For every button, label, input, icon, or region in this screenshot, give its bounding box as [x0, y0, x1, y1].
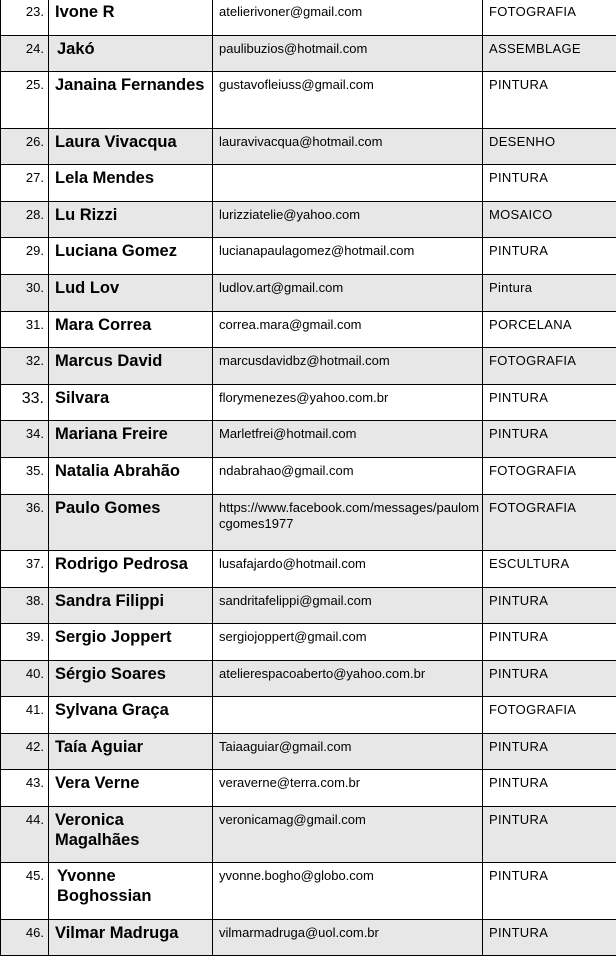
row-number: 39.	[1, 624, 49, 661]
table-row	[1, 919, 616, 956]
artist-email: correa.mara@gmail.com	[213, 311, 483, 348]
table-row	[1, 660, 616, 697]
artist-name: Lud Lov	[49, 274, 213, 311]
artist-email: lauravivacqua@hotmail.com	[213, 128, 483, 165]
table-row	[1, 697, 616, 734]
artist-email: lucianapaulagomez@hotmail.com	[213, 238, 483, 275]
artist-email: florymenezes@yahoo.com.br	[213, 384, 483, 421]
row-number: 40.	[1, 660, 49, 697]
artist-email: lusafajardo@hotmail.com	[213, 550, 483, 587]
artist-name: Rodrigo Pedrosa	[49, 550, 213, 587]
artist-name: Janaina Fernandes	[49, 72, 213, 128]
artist-name: Laura Vivacqua	[49, 128, 213, 165]
table-row	[1, 733, 616, 770]
artist-email	[213, 165, 483, 202]
artist-category: PINTURA	[483, 863, 616, 919]
artist-category: ASSEMBLAGE	[483, 35, 616, 72]
table-row	[1, 421, 616, 458]
artist-name: Luciana Gomez	[49, 238, 213, 275]
artist-category: FOTOGRAFIA	[483, 457, 616, 494]
table-row	[1, 550, 616, 587]
artist-email: ludlov.art@gmail.com	[213, 274, 483, 311]
artist-name: Vera Verne	[49, 770, 213, 807]
artist-email: sergiojoppert@gmail.com	[213, 624, 483, 661]
row-number: 42.	[1, 733, 49, 770]
row-number: 34.	[1, 421, 49, 458]
artist-name: Sandra Filippi	[49, 587, 213, 624]
row-number: 45.	[1, 863, 49, 919]
table-row	[1, 274, 616, 311]
artist-email: ndabrahao@gmail.com	[213, 457, 483, 494]
table-row	[1, 0, 616, 35]
row-number: 23.	[1, 0, 49, 35]
artist-category: PINTURA	[483, 733, 616, 770]
artist-email: Taiaaguiar@gmail.com	[213, 733, 483, 770]
artist-category: FOTOGRAFIA	[483, 494, 616, 550]
artist-category: DESENHO	[483, 128, 616, 165]
artist-category: FOTOGRAFIA	[483, 697, 616, 734]
artist-name: Veronica Magalhães	[49, 807, 213, 863]
table-row	[1, 72, 616, 128]
table-row	[1, 35, 616, 72]
artist-email: paulibuzios@hotmail.com	[213, 35, 483, 72]
artist-category: PINTURA	[483, 624, 616, 661]
artist-name: Mara Correa	[49, 311, 213, 348]
artist-category: MOSAICO	[483, 201, 616, 238]
artist-name: Yvonne Boghossian	[49, 863, 213, 919]
artist-name: Lela Mendes	[49, 165, 213, 202]
artist-email: lurizziatelie@yahoo.com	[213, 201, 483, 238]
artist-name: Taía Aguiar	[49, 733, 213, 770]
row-number: 31.	[1, 311, 49, 348]
artist-category: FOTOGRAFIA	[483, 348, 616, 385]
artist-email: sandritafelippi@gmail.com	[213, 587, 483, 624]
row-number: 29.	[1, 238, 49, 275]
table-row	[1, 128, 616, 165]
table-row	[1, 457, 616, 494]
row-number: 46.	[1, 919, 49, 956]
artist-email: gustavofleiuss@gmail.com	[213, 72, 483, 128]
table-row	[1, 311, 616, 348]
artist-email: https://www.facebook.com/messages/paulomcgomes1977	[213, 494, 483, 550]
artist-name: Marcus David	[49, 348, 213, 385]
row-number: 36.	[1, 494, 49, 550]
artist-category: Pintura	[483, 274, 616, 311]
artist-name: Paulo Gomes	[49, 494, 213, 550]
table-row	[1, 587, 616, 624]
row-number: 28.	[1, 201, 49, 238]
artist-category: PINTURA	[483, 587, 616, 624]
artist-table-body	[1, 0, 616, 956]
table-row	[1, 863, 616, 919]
artist-category: FOTOGRAFIA	[483, 0, 616, 35]
artist-category: PINTURA	[483, 72, 616, 128]
artist-category: PINTURA	[483, 384, 616, 421]
row-number: 35.	[1, 457, 49, 494]
artist-name: Mariana Freire	[49, 421, 213, 458]
artist-name: Silvara	[49, 384, 213, 421]
artist-name: Jakó	[49, 35, 213, 72]
artist-email: atelierivoner@gmail.com	[213, 0, 483, 35]
artist-category: PINTURA	[483, 807, 616, 863]
artist-name: Ivone R	[49, 0, 213, 35]
artist-name: Natalia Abrahão	[49, 457, 213, 494]
artist-name: Lu Rizzi	[49, 201, 213, 238]
row-number: 38.	[1, 587, 49, 624]
table-row	[1, 348, 616, 385]
artist-email: yvonne.bogho@globo.com	[213, 863, 483, 919]
row-number: 26.	[1, 128, 49, 165]
table-row	[1, 807, 616, 863]
row-number: 41.	[1, 697, 49, 734]
row-number: 24.	[1, 35, 49, 72]
artist-email: veronicamag@gmail.com	[213, 807, 483, 863]
table-row	[1, 165, 616, 202]
table-row	[1, 770, 616, 807]
row-number: 25.	[1, 72, 49, 128]
artist-category: PORCELANA	[483, 311, 616, 348]
artist-name: Sergio Joppert	[49, 624, 213, 661]
artist-email	[213, 697, 483, 734]
artist-category: PINTURA	[483, 165, 616, 202]
table-row	[1, 201, 616, 238]
artist-category: ESCULTURA	[483, 550, 616, 587]
row-number: 27.	[1, 165, 49, 202]
artist-email: atelierespacoaberto@yahoo.com.br	[213, 660, 483, 697]
artist-category: PINTURA	[483, 770, 616, 807]
table-row	[1, 238, 616, 275]
table-row	[1, 494, 616, 550]
artist-name: Sylvana Graça	[49, 697, 213, 734]
table-row	[1, 624, 616, 661]
row-number: 32.	[1, 348, 49, 385]
row-number: 43.	[1, 770, 49, 807]
artist-category: PINTURA	[483, 919, 616, 956]
row-number: 33.	[1, 384, 49, 421]
artist-category: PINTURA	[483, 238, 616, 275]
artist-name: Vilmar Madruga	[49, 919, 213, 956]
artist-category: PINTURA	[483, 421, 616, 458]
artist-category: PINTURA	[483, 660, 616, 697]
artist-email: marcusdavidbz@hotmail.com	[213, 348, 483, 385]
artist-email: veraverne@terra.com.br	[213, 770, 483, 807]
artist-email: Marletfrei@hotmail.com	[213, 421, 483, 458]
row-number: 30.	[1, 274, 49, 311]
row-number: 37.	[1, 550, 49, 587]
row-number: 44.	[1, 807, 49, 863]
table-row	[1, 384, 616, 421]
artist-name: Sérgio Soares	[49, 660, 213, 697]
artist-email: vilmarmadruga@uol.com.br	[213, 919, 483, 956]
